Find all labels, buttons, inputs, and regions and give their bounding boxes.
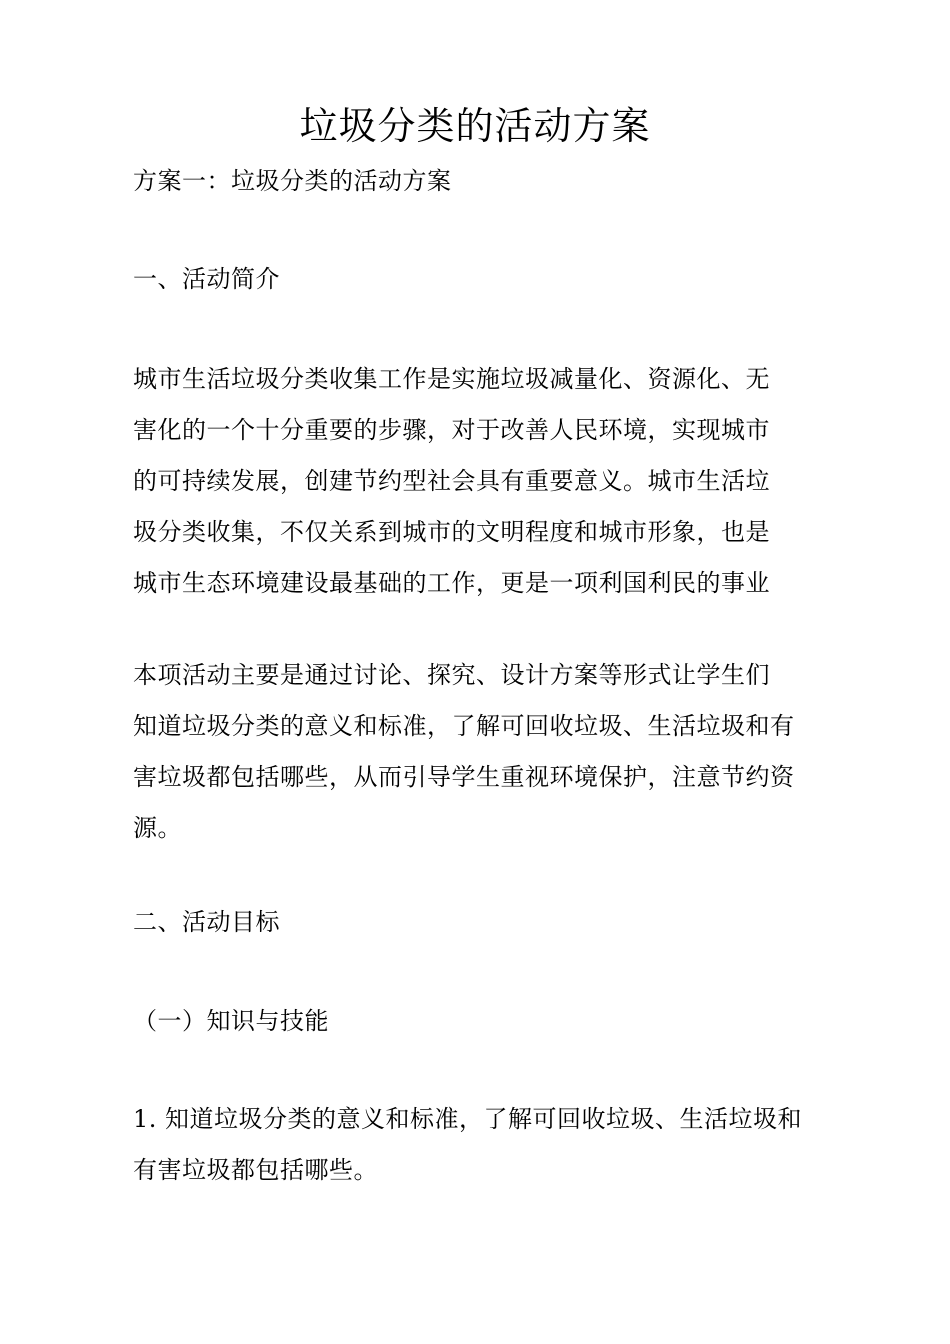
section-heading-intro: 一、活动简介 [133,265,280,293]
paragraph-line: 知道垃圾分类的意义和标准，了解可回收垃圾、生活垃圾和有 [133,712,795,740]
paragraph-line: 害垃圾都包括哪些，从而引导学生重视环境保护，注意节约资 [133,763,795,791]
section-heading-goals: 二、活动目标 [133,908,280,936]
paragraph-line: 城市生活垃圾分类收集工作是实施垃圾减量化、资源化、无 [133,365,770,393]
paragraph-line: 有害垃圾都包括哪些。 [133,1156,378,1184]
paragraph-line: 城市生态环境建设最基础的工作，更是一项利国利民的事业 [133,569,770,597]
list-item-1 [133,1094,833,1196]
paragraph-line: 的可持续发展，创建节约型社会具有重要意义。城市生活垃 [133,467,770,495]
paragraph-line: 圾分类收集，不仅关系到城市的文明程度和城市形象，也是 [133,518,770,546]
paragraph-line: 害化的一个十分重要的步骤，对于改善人民环境，实现城市 [133,416,770,444]
document-title: 垃圾分类的活动方案 [299,104,651,148]
paragraph-line: 1. 知道垃圾分类的意义和标准，了解可回收垃圾、生活垃圾和 [133,1105,803,1133]
subsection-heading-knowledge-skills: （一）知识与技能 [133,1007,329,1035]
paragraph-activity-description [133,650,833,854]
plan-subtitle: 方案一：垃圾分类的活动方案 [133,167,452,195]
paragraph-intro [133,354,833,609]
paragraph-line: 源。 [133,814,182,842]
paragraph-line: 本项活动主要是通过讨论、探究、设计方案等形式让学生们 [133,661,770,689]
